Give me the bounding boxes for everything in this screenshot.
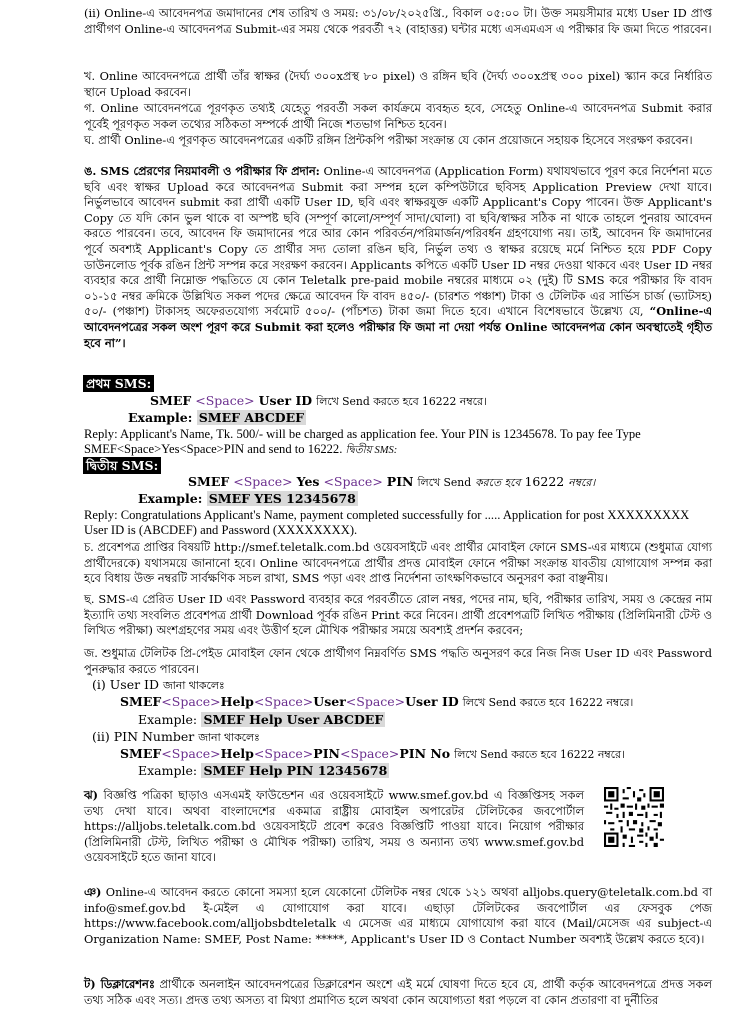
para-gha: ঘ. প্রার্থী Online-এ পূরণকৃত আবেদনপত্রের একটি রঙ্গিন প্রিন্টকপি পরীক্ষা সংক্রান্ত যে কোন প্রয়োজনে সহায়ক হিসেবে সংরক্ষণ করবেন। bbox=[84, 133, 693, 147]
example-code: SMEF YES 12345678 bbox=[208, 491, 356, 506]
para-sms-rules bbox=[84, 164, 712, 351]
cmd-smef: SMEF bbox=[120, 746, 162, 761]
example-3 bbox=[138, 712, 385, 727]
cmd-space: <Space> bbox=[161, 746, 221, 761]
para-deadline: (ii) Online-এ আবেদনপত্র জমাদানের শেষ তারিখ ও সময়: ৩১/০৮/২০২৫খ্রি., বিকাল ০৫:০০ টা। উক্ত সময়সীমার মধ্যে User ID প্রাপ্ত প্রার্থীগণ Online-এ আবেদনপত্র Submit-এর সময় থেকে পরবর্তী ৭২ (বাহাত্তর) ঘন্টার মধ্যে এসএমএস এ পরীক্ষার ফি জমা দিতে পারবেন। bbox=[84, 6, 712, 36]
reply-1-tail: দ্বিতীয় SMS: bbox=[345, 445, 398, 457]
cmd-space-2: <Space> bbox=[323, 474, 383, 489]
cmd-tail-a: লিখে Send bbox=[417, 476, 472, 489]
cmd-yes: Yes bbox=[296, 474, 320, 489]
para-nya-body: Online-এ আবেদন করতে কোনো সমস্যা হলে যেকোনো টেলিটক নম্বর থেকে ১২১ অথবা alljobs.query@teletalk.com.bd বা info@smef.gov.bd ই-মেইল এ যোগাযোগ করা যাবে। এছাড়া টেলিটকের জবপোর্টাল এর ফেসবুক পেজ https://www.facebook.com/alljobsbdteletalk এ মেসেজ এর মাধ্যমে যোগাযোগ করা যাবে (Mail/মেসেজ এর subject-এ Organization Name: SMEF, Post Name: *****, Applicant's User ID ও Contact Number অবশ্যই উল্লেখ করতে হবে)। bbox=[84, 885, 712, 946]
item-tail: জানা থাকলেঃ bbox=[163, 679, 225, 692]
pin-known-heading bbox=[92, 729, 260, 745]
para-jha-heading: ঝ) bbox=[84, 788, 99, 802]
para-ja: জ. শুধুমাত্র টেলিটক প্রি-পেইড মোবাইল ফোন থেকে প্রার্থীগণ নিম্নবর্ণিত SMS পদ্ধতি অনুসরণ করে নিজ নিজ User ID এবং Password পুনরুদ্ধার করতে পারবেন। bbox=[84, 646, 712, 676]
first-sms-command bbox=[150, 393, 487, 409]
reply-1-text: Reply: Applicant's Name, Tk. 500/- will be charged as application fee. Your PIN is 12345678. To pay fee Type SMEF<Space>Yes<Space>PIN and send to 16222. bbox=[84, 427, 641, 457]
example-label: Example: bbox=[138, 491, 203, 506]
first-sms-label: প্রথম SMS: bbox=[83, 375, 154, 392]
recover-userid-command bbox=[120, 694, 633, 710]
example-2 bbox=[138, 491, 358, 506]
cmd-space-2: <Space> bbox=[253, 746, 314, 761]
para-jha-body: বিজ্ঞপ্তি পত্রিকা ছাড়াও এসএমই ফাউন্ডেশন এর ওয়েবসাইটে www.smef.gov.bd এ বিজ্ঞপ্তিসহ সকল তথ্য দেখা যাবে। অথবা বাংলাদেশের একমাত্র রাষ্ট্রীয় মোবাইল অপারেটর টেলিটকের জবপোর্টাল https://alljobs.teletalk.com.bd ওয়েবসাইটে প্রবেশ করেও বিজ্ঞপ্তিটি পাওয়া যাবে। নিয়োগ পরীক্ষার (প্রিলিমিনারী টেস্ট, লিখিত পরীক্ষা ও মৌখিক পরীক্ষা) তারিখ, সময় ও অন্যান্য তথ্য www.smef.gov.bd ওয়েবসাইটে হতে জানা যাবে। bbox=[84, 788, 585, 865]
example-label: Example: bbox=[128, 410, 193, 425]
example-4 bbox=[138, 763, 389, 778]
cmd-tail-d: নম্বরে। bbox=[568, 476, 596, 489]
reply-2: Reply: Congratulations Applicant's Name, payment completed successfully for ..... Application for post XXXXXXXXX User ID is (ABCDEF) and Password (XXXXXXXX). bbox=[84, 508, 690, 538]
cmd-smef: SMEF bbox=[150, 393, 192, 408]
para-kha: খ. Online আবেদনপত্রে প্রার্থী তাঁর স্বাক্ষর (দৈর্ঘ্য ৩০০xপ্রস্থ ৮০ pixel) ও রঙ্গিন ছবি (দৈর্ঘ্য ৩০০xপ্রস্থ ৩০০ pixel) স্ক্যান করে নির্ধারিত স্থানে Upload করবেন। bbox=[84, 69, 712, 99]
cmd-tail-c: 16222 bbox=[524, 474, 565, 489]
cmd-pin: PIN bbox=[313, 746, 340, 761]
para-declaration bbox=[84, 977, 712, 1008]
cmd-smef: SMEF bbox=[188, 474, 230, 489]
cmd-tail: লিখে Send করতে হবে 16222 নম্বরে। bbox=[454, 748, 625, 761]
sms-rules-emphasis: “Online-এ আবেদনপত্রের সকল অংশ পূরণ করে Submit করা হলেও পরীক্ষার ফি জমা না দেয়া পর্যন্ত Online আবেদনপত্র কোন অবস্থাতেই গৃহীত হবে না”। bbox=[84, 304, 712, 350]
cmd-space: <Space> bbox=[195, 393, 255, 408]
cmd-tail: লিখে Send করতে হবে 16222 নম্বরে। bbox=[316, 395, 487, 408]
cmd-tail: লিখে Send করতে হবে 16222 নম্বরে। bbox=[462, 696, 634, 709]
cmd-space-3: <Space> bbox=[339, 746, 400, 761]
cmd-pin: PIN bbox=[386, 474, 414, 489]
example-1 bbox=[128, 410, 306, 425]
sms-rules-heading: ঙ. SMS প্রেরণের নিয়মাবলী ও পরীক্ষার ফি প্রদান: bbox=[84, 164, 320, 178]
example-code: SMEF Help User ABCDEF bbox=[203, 712, 384, 727]
userid-known-heading bbox=[92, 677, 225, 693]
cmd-user: User bbox=[313, 694, 346, 709]
example-code: SMEF ABCDEF bbox=[198, 410, 305, 425]
item-number: (i) bbox=[92, 677, 106, 692]
item-label: User ID bbox=[109, 677, 160, 692]
cmd-smef: SMEF bbox=[120, 694, 162, 709]
qr-code-icon[interactable] bbox=[604, 787, 664, 847]
cmd-userid: User ID bbox=[405, 694, 459, 709]
example-code: SMEF Help PIN 12345678 bbox=[203, 763, 388, 778]
declaration-body: প্রার্থীকে অনলাইন আবেদনপত্রের ডিক্লারেশন অংশে এই মর্মে ঘোষণা দিতে হবে যে, প্রার্থী কর্তৃক আবেদনপত্রে প্রদত্ত সকল তথ্য সঠিক এবং সত্য। প্রদত্ত তথ্য অসত্য বা মিথ্যা প্রমাণিত হলে অথবা কোন অযোগ্যতা ধরা পড়লে বা কোন প্রতারণা বা দুর্নীতির bbox=[84, 977, 712, 1007]
declaration-heading: ট) ডিক্লারেশনঃ bbox=[84, 977, 155, 991]
second-sms-label: দ্বিতীয় SMS: bbox=[83, 457, 161, 474]
para-nya bbox=[84, 885, 712, 947]
example-label: Example: bbox=[138, 712, 198, 727]
cmd-space: <Space> bbox=[233, 474, 293, 489]
recover-pin-command bbox=[120, 746, 625, 762]
para-nya-heading: ঞ) bbox=[84, 885, 102, 899]
reply-1 bbox=[84, 427, 712, 458]
example-label: Example: bbox=[138, 763, 198, 778]
para-cha: চ. প্রবেশপত্র প্রাপ্তির বিষয়টি http://smef.teletalk.com.bd ওয়েবসাইটে এবং প্রার্থীর মোবাইল ফোনে SMS-এর মাধ্যমে (শুধুমাত্র যোগ্য প্রার্থীদেরকে) যথাসময়ে জানানো হবে। Online আবেদনপত্রে প্রার্থীর প্রদত্ত মোবাইল ফোনে পরীক্ষা সংক্রান্ত যাবতীয় যোগাযোগ সম্পন্ন করা হবে বিধায় উক্ত নম্বরটি সার্বক্ষণিক সচল রাখা, SMS পড়া এবং প্রাপ্ত নির্দেশনা তাৎক্ষণিকভাবে অনুসরণ করা বাঞ্ছনীয়। bbox=[84, 540, 712, 586]
cmd-pin-no: PIN No bbox=[399, 746, 451, 761]
cmd-help: Help bbox=[220, 694, 254, 709]
sms-rules-body: Online-এ আবেদনপত্র (Application Form) যথাযথভাবে পূরণ করে নির্দেশনা মতে ছবি এবং স্বাক্ষর Upload করে আবেদনপত্র Submit করা সম্পন্ন হলে কম্পিউটারে ছবিসহ Application Preview দেখা যাবে। নির্ভুলভাবে আবেদন submit করা প্রার্থী একটি User ID, ছবি এবং স্বাক্ষরযুক্ত একটি Applicant's Copy পাবেন। উক্ত Applicant's Copy তে যদি কোন ভুল থাকে বা অস্পষ্ট ছবি (সম্পূর্ণ কালো/সম্পূর্ণ সাদা/ঘোলা) বা ছবি/স্বাক্ষর সঠিক না থাকে তাহলে পুনরায় আবেদন করতে পারবেন। তবে, আবেদন ফি জমাদানের পরে আর কোন পরিবর্তন/পরিমার্জন/পরিবর্ধন গ্রহণযোগ্য নয়। তাই, আবেদন ফি জমাদানের পূর্বে অবশ্যই Applicant's Copy তে প্রার্থীর সদ্য তোলা রঙিন ছবি, নির্ভুল তথ্য ও স্বাক্ষর রয়েছে মর্মে নিশ্চিত হয়ে PDF Copy ডাউনলোড পূর্বক রঙিন প্রিন্ট সম্পন্ন করে সংরক্ষণ করবেন। Applicants কপিতে একটি User ID নম্বর দেওয়া থাকবে এবং User ID নম্বর ব্যবহার করে প্রার্থী নিম্নোক্ত পদ্ধতিতে যে কোন Teletalk pre-paid mobile নম্বরের মাধ্যমে ০২ (দুই) টি SMS করে পরীক্ষার ফি বাবদ ০১-১৫ নম্বর ক্রমিকে উল্লিখিত সকল পদের ক্ষেত্রে আবেদন ফি বাবদ ৪৫০/- (চারশত পঞ্চাশ) টাকা ও টেলিটক এর সার্ভিস চার্জ (ভ্যাটসহ) ৫০/- (পঞ্চাশ) টাকাসহ অফেরতযোগ্য সর্বমোট ৫০০/- (পাঁচশত) টাকা জমা দিতে হবে। এখানে বিশেষভাবে উল্লেখ্য যে, bbox=[84, 164, 712, 319]
para-ga: গ. Online আবেদনপত্রে পূরণকৃত তথ্যই যেহেতু পরবর্তী সকল কার্যক্রমে ব্যবহৃত হবে, সেহেতু Online-এ আবেদনপত্র Submit করার পূর্বেই পূরণকৃত সকল তথ্যের সঠিকতা সম্পর্কে প্রার্থী নিজে শতভাগ নিশ্চিত হবেন। bbox=[84, 101, 712, 131]
cmd-space-2: <Space> bbox=[253, 694, 314, 709]
second-sms-command bbox=[188, 474, 595, 490]
cmd-tail-b: করতে হবে bbox=[475, 476, 521, 489]
para-chha: ছ. SMS-এ প্রেরিত User ID এবং Password ব্যবহার করে পরবর্তীতে রোল নম্বর, পদের নাম, ছবি, পরীক্ষার তারিখ, সময় ও কেন্দ্রের নাম ইত্যাদি তথ্য সংবলিত প্রবেশপত্র প্রার্থী Download পূর্বক রঙিন Print করে নিবেন। প্রার্থী প্রবেশপত্রটি লিখিত পরীক্ষায় (প্রিলিমিনারী টেস্ট ও লিখিত পরীক্ষা) অংশগ্রহণের সময় এবং উত্তীর্ণ হলে মৌখিক পরীক্ষার সময়ে অবশ্যই প্রদর্শন করবেন; bbox=[84, 592, 712, 638]
para-jha bbox=[84, 788, 584, 866]
item-label: PIN Number bbox=[113, 729, 195, 744]
item-tail: জানা থাকলেঃ bbox=[198, 731, 260, 744]
cmd-space: <Space> bbox=[161, 694, 221, 709]
item-number: (ii) bbox=[92, 729, 110, 744]
cmd-space-3: <Space> bbox=[345, 694, 406, 709]
cmd-help: Help bbox=[220, 746, 254, 761]
cmd-userid: User ID bbox=[258, 393, 313, 408]
